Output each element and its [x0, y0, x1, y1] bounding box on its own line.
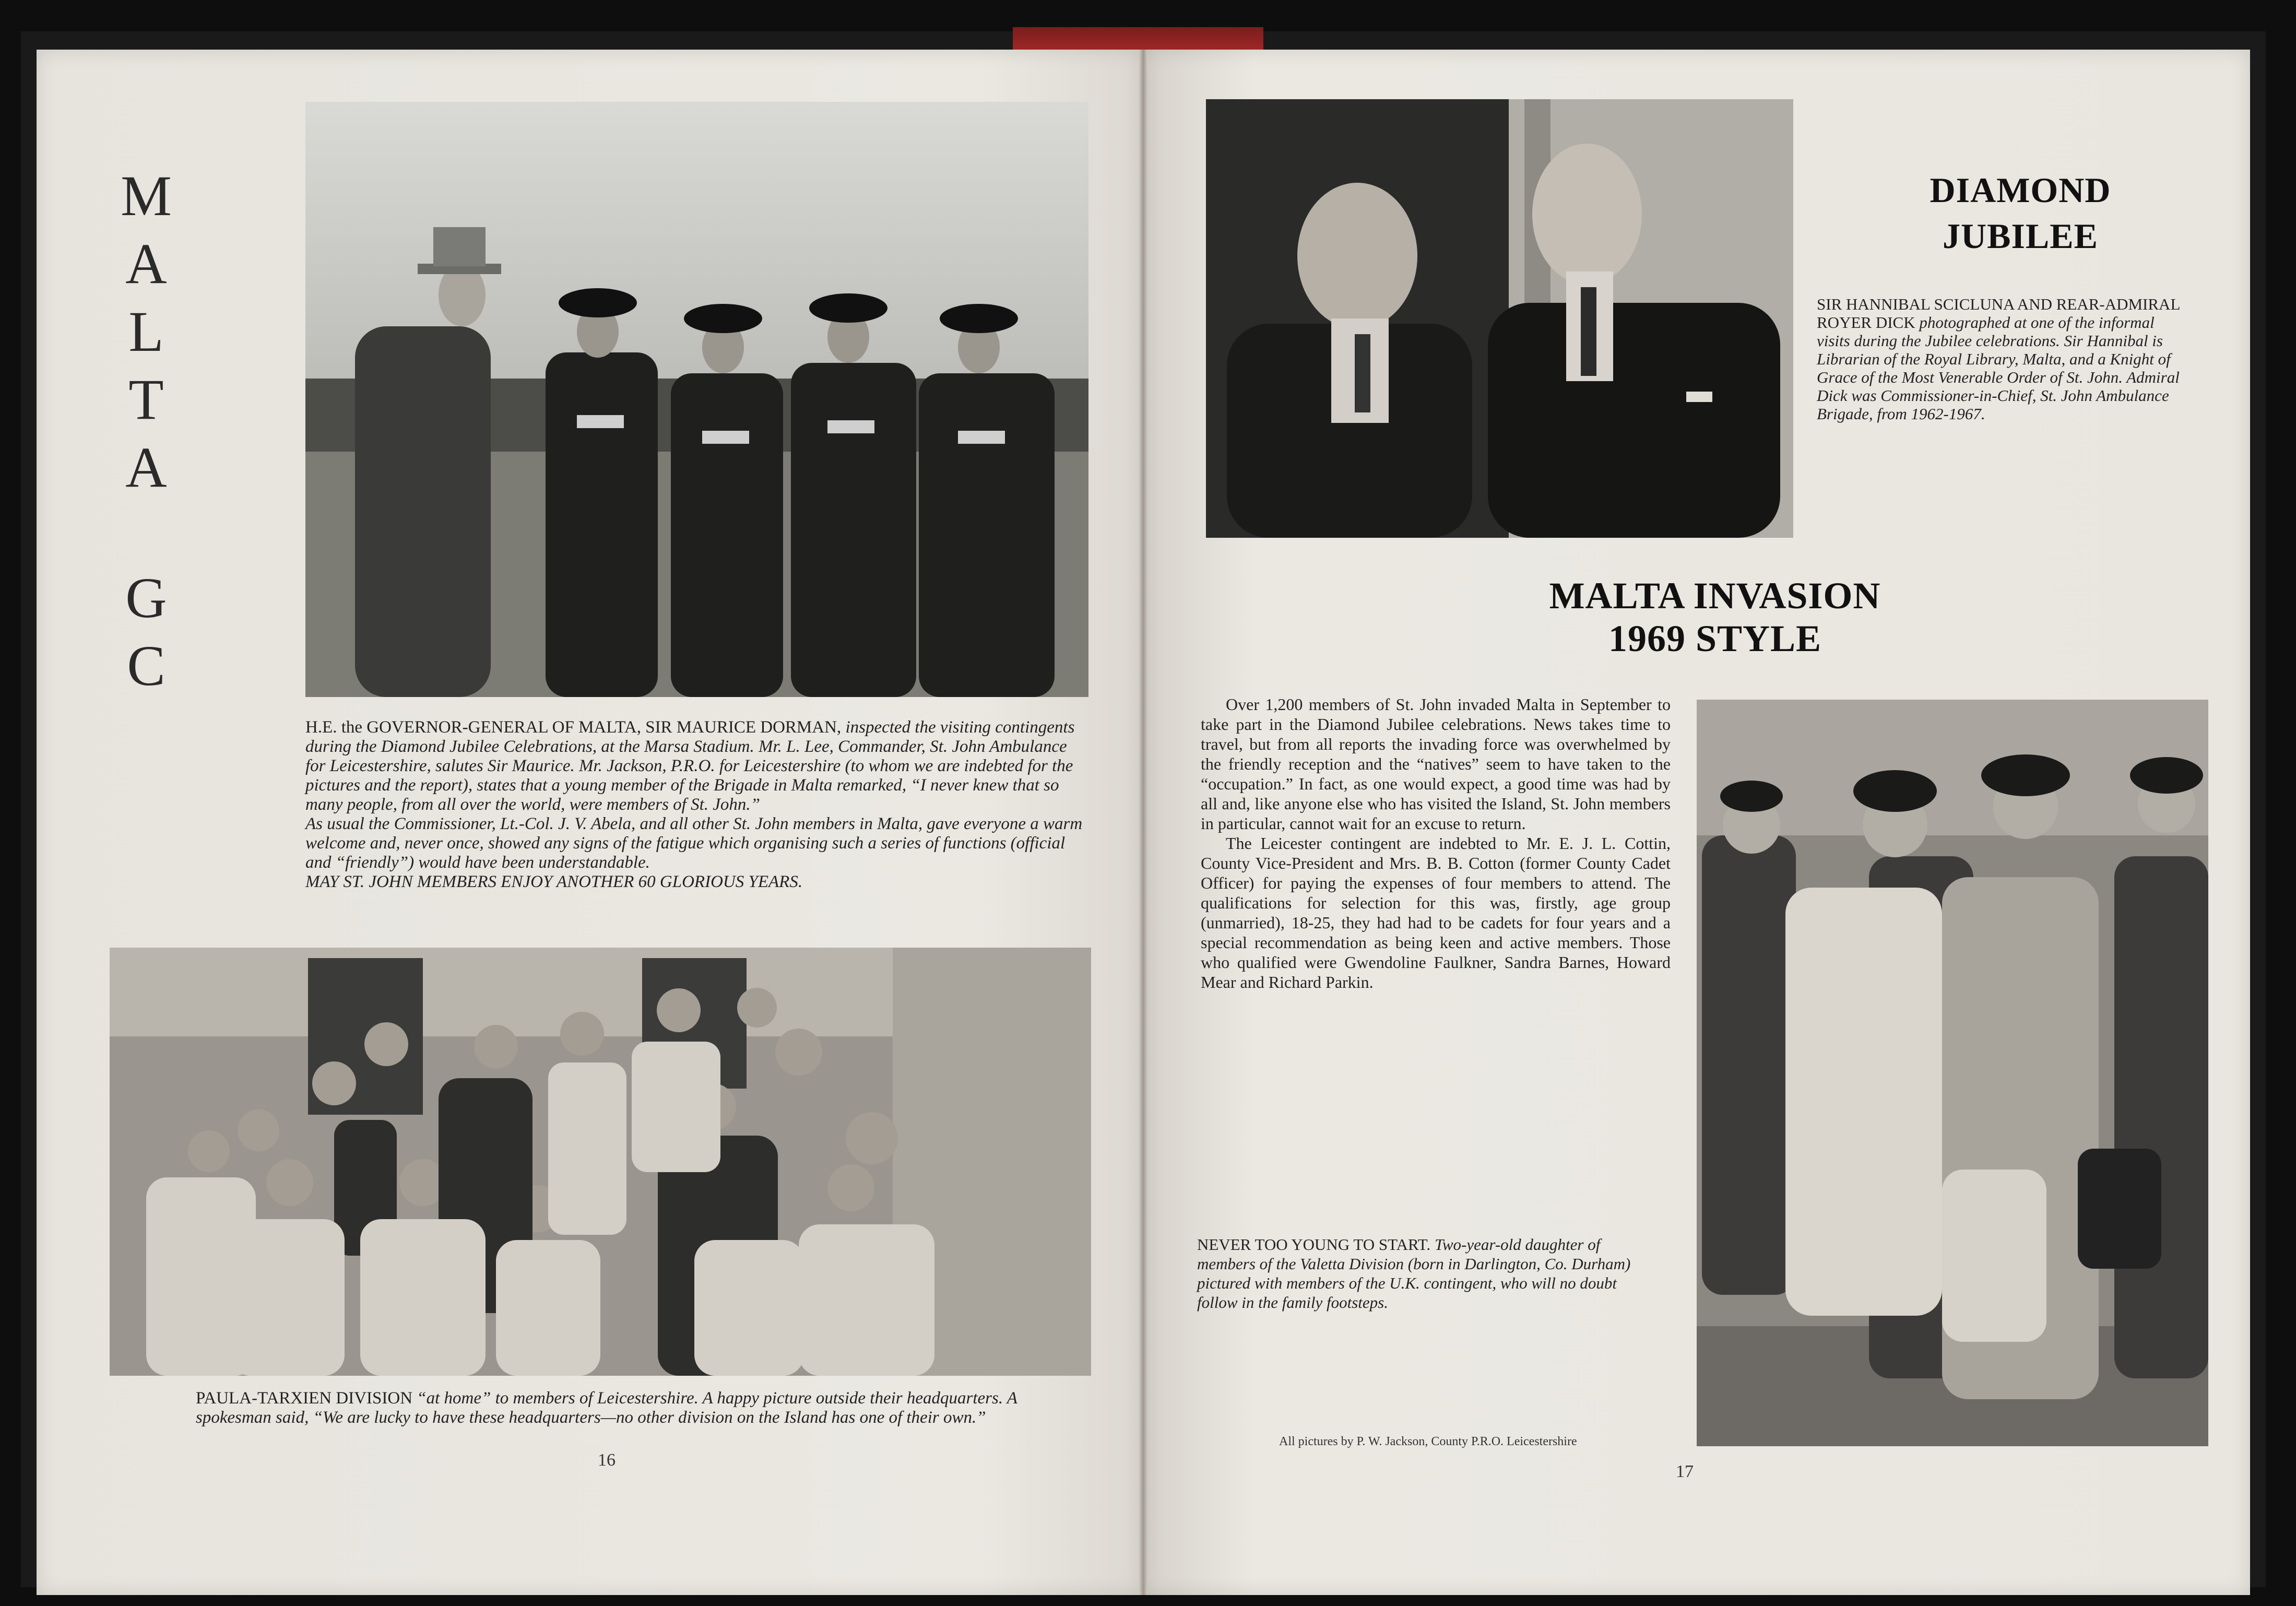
caption-body: inspected the visiting contingents during the Diamond Jubilee Celebrations, at the Marsa Stadium. Mr. L. Lee, Commander, St. John Ambulance for Leicestershire, salutes Sir Maurice. Mr. Jackson, P.R.O. for Leicestershire (to whom we are indebted for the pictures and the report), states that a young member of the Brigade in Malta remarked, “I never knew that so many people, from all over the world, were members of St. John.”: [305, 718, 1075, 814]
photo-never-too-young: [1697, 700, 2208, 1446]
heading-line: MALTA INVASION: [1549, 575, 1881, 617]
caption-lead: PAULA-TARXIEN DIVISION: [196, 1389, 413, 1408]
caption-governor-inspection: [305, 718, 1083, 892]
heading-line: DIAMOND: [1930, 170, 2111, 210]
photo-governor-inspection: [305, 102, 1088, 697]
caption-body: photographed at one of the informal visits during the Jubilee celebrations. Sir Hannibal is Librarian of the Royal Library, Malta, and a Knight of Grace of the Most Venerable Order of St. John. Admiral Dick was Commissioner-in-Chief, St. John Ambulance Brigade, from 1962-1967.: [1817, 313, 2180, 423]
heading-malta-invasion: [1415, 574, 2015, 660]
heading-line: 1969 STYLE: [1608, 618, 1822, 659]
article-paragraph: Over 1,200 members of St. John invaded Malta in September to take part in the Diamond Jubilee celebrations. News takes time to travel, but from all reports the invading force was overwhelmed by the friendly reception and the “natives” seem to have taken to the “occupation.” In fact, as one would expect, a good time was had by all and, like anyone else who has visited the Island, St. John members in particular, cannot wait for an excuse to return.: [1201, 695, 1671, 833]
photo-paula-tarxien-division: [110, 948, 1091, 1376]
vertical-title-malta-gc: [117, 164, 175, 705]
title-letter: L: [128, 300, 164, 363]
red-binding: [1013, 27, 1263, 52]
page-number-right: 17: [1676, 1462, 1694, 1481]
caption-never-too-young: [1197, 1235, 1641, 1312]
caption-diamond-jubilee: [1817, 295, 2187, 423]
page-number-left: 16: [598, 1450, 616, 1470]
caption-paula-tarxien: [196, 1389, 1042, 1427]
caption-lead: H.E. the GOVERNOR-GENERAL OF MALTA, SIR MAURICE DORMAN,: [305, 718, 842, 737]
title-letter: T: [128, 368, 164, 431]
caption-body: “at home” to members of Leicestershire. A happy picture outside their headquarters. A spokesman said, “We are lucky to have these headquarters—no other division on the Island has one of their own.”: [196, 1389, 1017, 1427]
title-letter: M: [121, 164, 172, 228]
heading-line: JUBILEE: [1943, 216, 2098, 256]
caption-closing: MAY ST. JOHN MEMBERS ENJOY ANOTHER 60 GLORIOUS YEARS.: [305, 872, 803, 891]
title-letter: A: [125, 435, 167, 499]
caption-body: Two-year-old daughter of members of the Valetta Division (born in Darlington, Co. Durham) pictured with members of the U.K. contingent, who will no doubt follow in the family footsteps.: [1197, 1235, 1631, 1312]
heading-diamond-jubilee: [1832, 167, 2208, 259]
title-letter: A: [125, 232, 167, 296]
title-letter: C: [127, 634, 165, 698]
caption-lead: SIR HANNIBAL SCICLUNA AND REAR-ADMIRAL ROYER DICK: [1817, 295, 2180, 332]
caption-body-2: As usual the Commissioner, Lt.-Col. J. V. Abela, and all other St. John members in Malta, gave everyone a warm welcome and, never once, showed any signs of the fatigue which organising such a series of functions (official and “friendly”) would have been understandable.: [305, 814, 1083, 872]
photo-credit: All pictures by P. W. Jackson, County P.R.O. Leicestershire: [1279, 1435, 1577, 1448]
title-gap: [117, 506, 175, 569]
article-paragraph: The Leicester contingent are indebted to Mr. E. J. L. Cottin, County Vice-President and Mrs. B. B. Cotton (former County Cadet Officer) for paying the expenses of four members to attend. The qualifications for selection for this was, firstly, age group (unmarried), 18-25, they had had to be cadets for four years and a special recommendation as being keen and active members. Those who qualified were Gwendoline Faulkner, Sandra Barnes, Howard Mear and Richard Parkin.: [1201, 834, 1671, 991]
article-body: [1201, 694, 1671, 992]
title-letter: G: [125, 566, 167, 630]
caption-lead: NEVER TOO YOUNG TO START.: [1197, 1235, 1431, 1254]
book-gutter: [1139, 50, 1147, 1595]
photo-sir-hannibal-and-admiral-dick: [1206, 99, 1793, 538]
